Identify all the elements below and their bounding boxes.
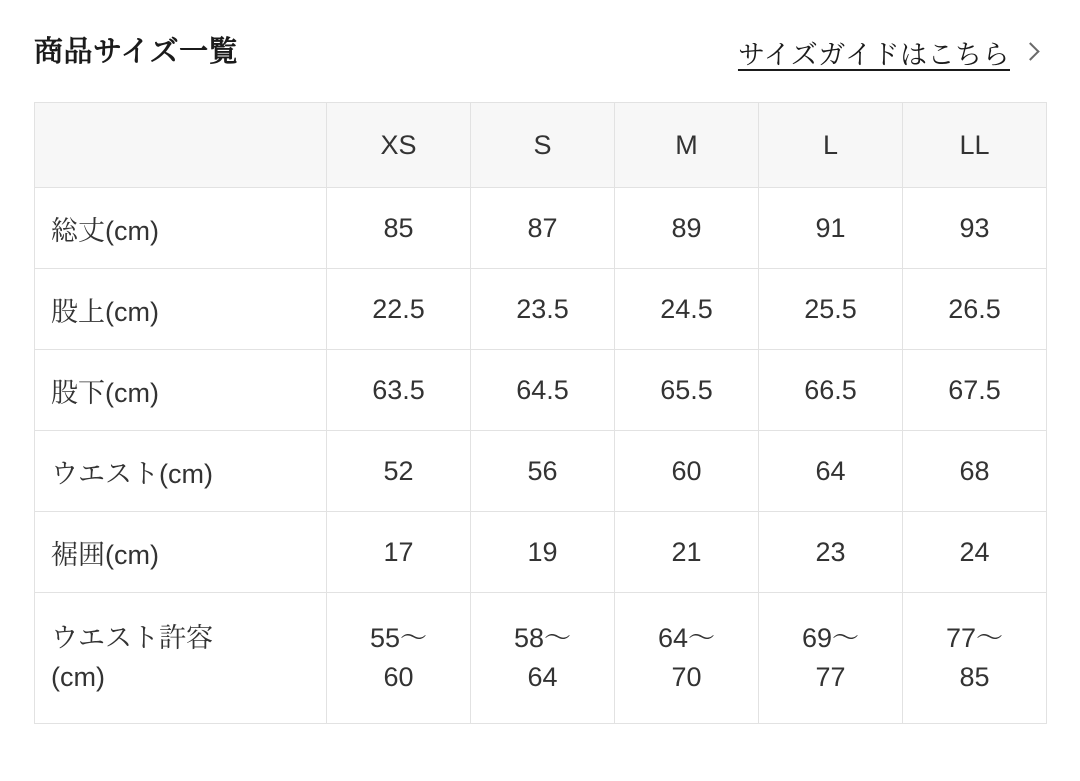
cell-waist-tolerance-s-line2: 64 bbox=[527, 662, 558, 692]
cell-waist-m: 60 bbox=[615, 431, 759, 512]
table-row bbox=[35, 269, 1047, 350]
cell-waist-tolerance-ll bbox=[903, 593, 1047, 724]
cell-total-length-xs: 85 bbox=[327, 188, 471, 269]
cell-total-length-ll: 93 bbox=[903, 188, 1047, 269]
cell-waist-tolerance-ll-line2: 85 bbox=[959, 662, 990, 692]
row-label-rise: 股上(cm) bbox=[35, 269, 327, 350]
size-table-wrap bbox=[0, 82, 1080, 724]
cell-waist-tolerance-s-line1: 58〜 bbox=[513, 622, 572, 653]
column-header-xs: XS bbox=[327, 103, 471, 188]
cell-waist-tolerance-xs-line1: 55〜 bbox=[369, 622, 428, 653]
section-header bbox=[0, 0, 1080, 82]
cell-rise-l: 25.5 bbox=[759, 269, 903, 350]
cell-hem-ll: 24 bbox=[903, 512, 1047, 593]
cell-waist-l: 64 bbox=[759, 431, 903, 512]
cell-hem-l: 23 bbox=[759, 512, 903, 593]
cell-rise-m: 24.5 bbox=[615, 269, 759, 350]
column-header-s: S bbox=[471, 103, 615, 188]
row-label-waist-tolerance-line1: ウエスト許容 bbox=[51, 622, 213, 653]
cell-hem-xs: 17 bbox=[327, 512, 471, 593]
cell-waist-tolerance-l-line2: 77 bbox=[815, 662, 846, 692]
table-row bbox=[35, 431, 1047, 512]
row-label-waist-tolerance-line2: (cm) bbox=[51, 662, 105, 692]
column-header-ll: LL bbox=[903, 103, 1047, 188]
cell-waist-s: 56 bbox=[471, 431, 615, 512]
size-table-body bbox=[35, 188, 1047, 724]
cell-hem-m: 21 bbox=[615, 512, 759, 593]
row-label-total-length: 総丈(cm) bbox=[35, 188, 327, 269]
column-header-l: L bbox=[759, 103, 903, 188]
row-label-inseam: 股下(cm) bbox=[35, 350, 327, 431]
table-row bbox=[35, 350, 1047, 431]
cell-waist-ll: 68 bbox=[903, 431, 1047, 512]
chevron-right-icon bbox=[1020, 41, 1042, 63]
table-row bbox=[35, 512, 1047, 593]
cell-waist-tolerance-m-line2: 70 bbox=[671, 662, 702, 692]
cell-waist-tolerance-xs bbox=[327, 593, 471, 724]
cell-rise-xs: 22.5 bbox=[327, 269, 471, 350]
cell-hem-s: 19 bbox=[471, 512, 615, 593]
table-corner-cell bbox=[35, 103, 327, 188]
cell-waist-tolerance-m-line1: 64〜 bbox=[657, 622, 716, 653]
table-row bbox=[35, 188, 1047, 269]
cell-waist-tolerance-s bbox=[471, 593, 615, 724]
cell-inseam-xs: 63.5 bbox=[327, 350, 471, 431]
cell-inseam-l: 66.5 bbox=[759, 350, 903, 431]
table-row bbox=[35, 593, 1047, 724]
cell-waist-tolerance-ll-line1: 77〜 bbox=[945, 622, 1004, 653]
cell-total-length-s: 87 bbox=[471, 188, 615, 269]
cell-inseam-ll: 67.5 bbox=[903, 350, 1047, 431]
cell-waist-tolerance-l bbox=[759, 593, 903, 724]
cell-rise-ll: 26.5 bbox=[903, 269, 1047, 350]
cell-inseam-m: 65.5 bbox=[615, 350, 759, 431]
cell-total-length-m: 89 bbox=[615, 188, 759, 269]
cell-waist-tolerance-l-line1: 69〜 bbox=[801, 622, 860, 653]
page-title: 商品サイズ一覧 bbox=[34, 35, 239, 68]
size-table-head bbox=[35, 103, 1047, 188]
cell-waist-xs: 52 bbox=[327, 431, 471, 512]
cell-total-length-l: 91 bbox=[759, 188, 903, 269]
row-label-hem: 裾囲(cm) bbox=[35, 512, 327, 593]
row-label-waist: ウエスト(cm) bbox=[35, 431, 327, 512]
table-header-row bbox=[35, 103, 1047, 188]
row-label-waist-tolerance bbox=[35, 593, 327, 724]
size-guide-link-wrap[interactable] bbox=[738, 33, 1046, 72]
cell-rise-s: 23.5 bbox=[471, 269, 615, 350]
cell-waist-tolerance-xs-line2: 60 bbox=[383, 662, 414, 692]
column-header-m: M bbox=[615, 103, 759, 188]
size-guide-link[interactable]: サイズガイドはこちら bbox=[737, 39, 1010, 70]
cell-waist-tolerance-m bbox=[615, 593, 759, 724]
cell-inseam-s: 64.5 bbox=[471, 350, 615, 431]
size-table bbox=[34, 102, 1047, 724]
